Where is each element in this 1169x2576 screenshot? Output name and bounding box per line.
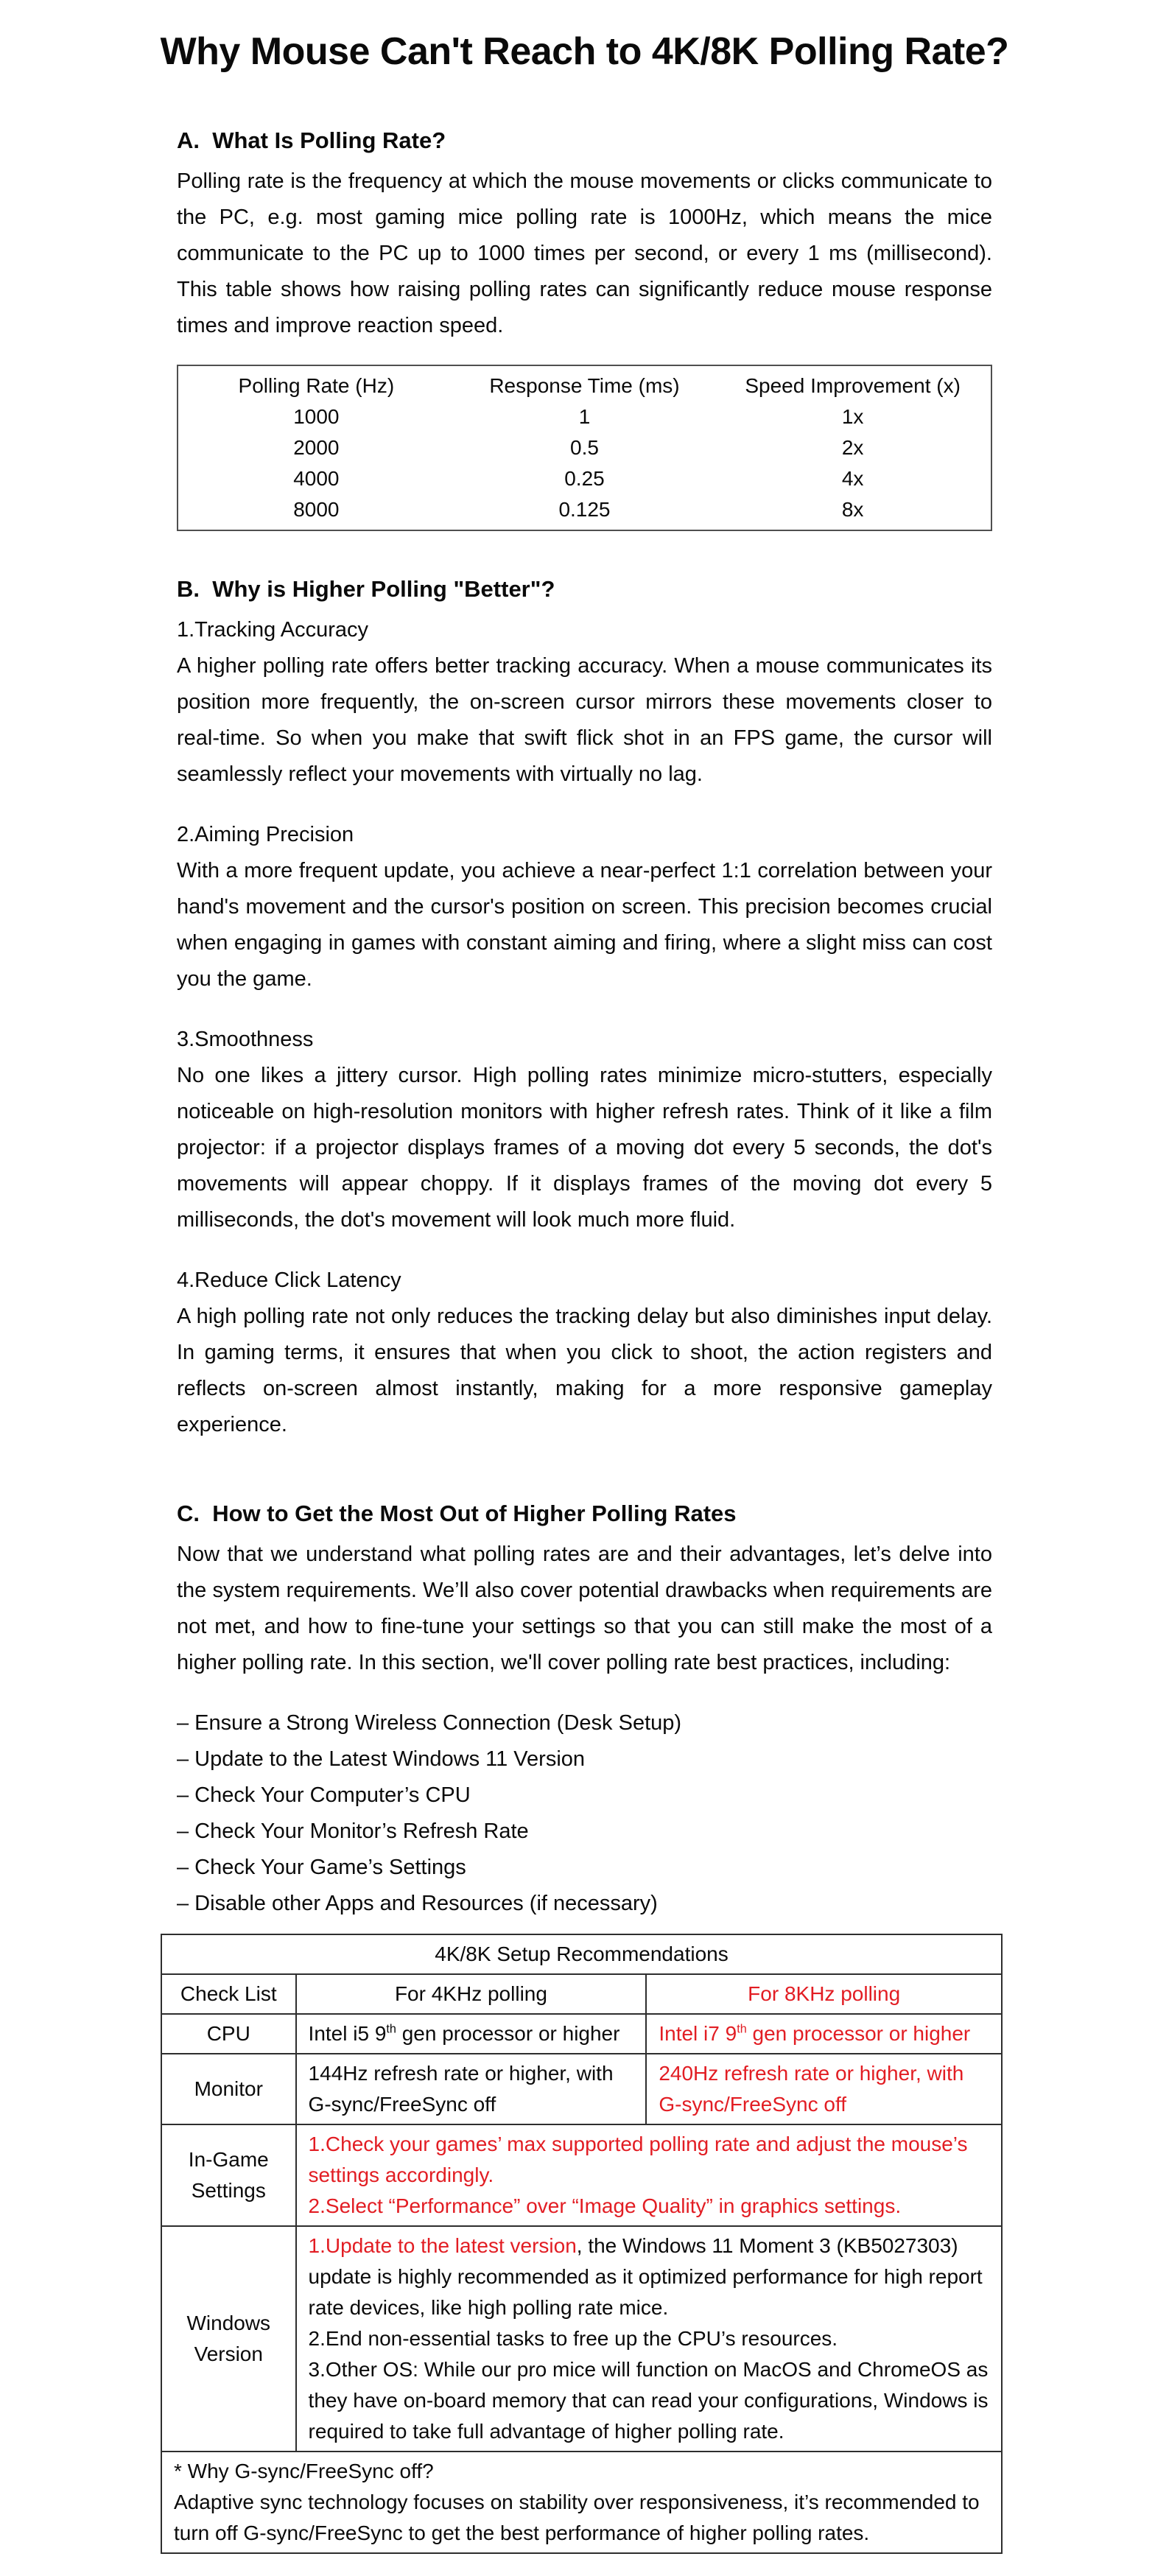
best-practices-list xyxy=(177,1705,992,1922)
setup-table-windows-row xyxy=(161,2226,1002,2452)
list-item: – Check Your Monitor’s Refresh Rate xyxy=(177,1819,529,1843)
subsection-title: 1.Tracking Accuracy xyxy=(177,618,369,642)
ingame-settings-cell xyxy=(296,2124,1002,2226)
superscript: th xyxy=(737,2022,747,2036)
cpu-8khz-text: gen processor or higher xyxy=(746,2022,971,2045)
windows-item: 3.Other OS: While our pro mice will function on MacOS and ChromeOS as they have on-board memory that can read your configurations, Windows is required to take full advantage of higher polling rate. xyxy=(308,2358,989,2443)
cpu-4khz-cell xyxy=(296,2014,647,2054)
polling-table-cell: 1000 xyxy=(293,405,340,428)
polling-table-header-row xyxy=(178,365,991,401)
ingame-item: 1.Check your games’ max supported polling rate and adjust the mouse’s settings accordingly. xyxy=(308,2133,968,2186)
polling-table-header-cell: Response Time (ms) xyxy=(489,374,680,397)
section-c xyxy=(177,1500,992,1922)
cpu-4khz-text: gen processor or higher xyxy=(396,2022,620,2045)
subsection-title: 2.Aiming Precision xyxy=(177,823,354,846)
cpu-4khz-text: Intel i5 9 xyxy=(308,2022,387,2045)
polling-table-cell: 8000 xyxy=(293,498,340,521)
subsection-reduce-click-latency xyxy=(177,1263,992,1443)
polling-table-cell: 2000 xyxy=(293,436,340,459)
footnote-question: * Why G-sync/FreeSync off? xyxy=(174,2460,434,2482)
windows-item-text: , the Windows 11 Moment 3 (KB5027303) update is highly recommended as it optimized performance for high report rate devices, like high polling rate mice. xyxy=(308,2234,983,2319)
setup-table-monitor-row xyxy=(161,2054,1002,2124)
monitor-label: Monitor xyxy=(161,2054,296,2124)
polling-table-cell: 4x xyxy=(841,467,864,490)
ingame-item: 2.Select “Performance” over “Image Quality” in graphics settings. xyxy=(308,2194,902,2217)
windows-item xyxy=(309,2231,989,2323)
setup-table-footnote-row xyxy=(161,2452,1002,2553)
windows-version-cell xyxy=(296,2226,1002,2452)
cpu-8khz-text: Intel i7 9 xyxy=(659,2022,737,2045)
polling-table-row xyxy=(178,494,991,530)
section-a-heading: A. What Is Polling Rate? xyxy=(177,127,446,153)
setup-header-checklist: Check List xyxy=(161,1974,296,2014)
monitor-4khz-line: G-sync/FreeSync off xyxy=(308,2093,496,2116)
footnote-answer: Adaptive sync technology focuses on stability over responsiveness, it’s recommended to turn off G-sync/FreeSync to get the best performance of higher polling rates. xyxy=(174,2491,980,2544)
list-item: – Check Your Game’s Settings xyxy=(177,1856,466,1879)
subsection-body: With a more frequent update, you achieve a near-perfect 1:1 correlation between your hand's movement and the cursor's position on screen. This precision becomes crucial when engaging in games with constant aiming and firing, where a slight miss can cost you the game. xyxy=(177,859,992,991)
section-b xyxy=(177,575,992,1443)
section-c-paragraph: Now that we understand what polling rates are and their advantages, let’s delve into the system requirements. We’ll also cover potential drawbacks when requirements are not met, and how to fine-tune your settings so that you can still make the most of a higher polling rate. In this section, we'll cover polling rate best practices, including: xyxy=(177,1543,992,1674)
subsection-smoothness xyxy=(177,1022,992,1238)
subsection-title: 4.Reduce Click Latency xyxy=(177,1268,401,1292)
polling-table-cell: 0.25 xyxy=(564,467,605,490)
polling-table-cell: 1x xyxy=(841,405,864,428)
polling-rate-table xyxy=(177,365,992,531)
section-c-heading: C. How to Get the Most Out of Higher Polling Rates xyxy=(177,1501,737,1526)
polling-table-cell: 4000 xyxy=(293,467,340,490)
list-item: – Check Your Computer’s CPU xyxy=(177,1783,471,1807)
setup-header-4khz: For 4KHz polling xyxy=(296,1974,647,2014)
subsection-body: A higher polling rate offers better tracking accuracy. When a mouse communicates its position more frequently, the on-screen cursor mirrors these movements closer to real-time. So when you make that swift flick shot in an FPS game, the cursor will seamlessly reflect your movements with virtually no lag. xyxy=(177,654,992,786)
setup-table-cpu-row xyxy=(161,2014,1002,2054)
subsection-body: A high polling rate not only reduces the tracking delay but also diminishes input delay. In gaming terms, it ensures that when you click to shoot, the action registers and reflects on-screen almost instantly, making for a more responsive gameplay experience. xyxy=(177,1305,992,1436)
setup-table-header-row xyxy=(161,1974,1002,2014)
setup-header-8khz: For 8KHz polling xyxy=(646,1974,1002,2014)
monitor-4khz-line: 144Hz refresh rate or higher, with xyxy=(308,2062,614,2085)
polling-table-row xyxy=(178,432,991,463)
section-a-paragraph: Polling rate is the frequency at which the mouse movements or clicks communicate to the PC, e.g. most gaming mice polling rate is 1000Hz, which means the mice communicate to the PC up to 1000 times per second, or every 1 ms (millisecond). This table shows how raising polling rates can significantly reduce mouse response times and improve reaction speed. xyxy=(177,169,992,337)
polling-table-cell: 1 xyxy=(578,405,591,428)
polling-table-header-cell: Speed Improvement (x) xyxy=(745,374,961,397)
polling-table-row xyxy=(178,401,991,432)
polling-table-cell: 0.125 xyxy=(558,498,611,521)
polling-table-header-cell: Polling Rate (Hz) xyxy=(238,374,395,397)
polling-table-cell: 0.5 xyxy=(570,436,599,459)
subsection-body: No one likes a jittery cursor. High polling rates minimize micro-stutters, especially noticeable on high-resolution monitors with higher refresh rates. Think of it like a film projector: if a projector displays frames of a moving dot every 5 seconds, the dot's movements will appear choppy. If it displays frames of the moving dot every 5 milliseconds, the dot's movement will look much more fluid. xyxy=(177,1064,992,1232)
setup-table-ingame-row xyxy=(161,2124,1002,2226)
ingame-label: In-Game Settings xyxy=(161,2124,296,2226)
page-title: Why Mouse Can't Reach to 4K/8K Polling Rate? xyxy=(160,30,1009,73)
monitor-4khz-cell xyxy=(296,2054,647,2124)
polling-table-row xyxy=(178,463,991,494)
subsection-aiming-precision xyxy=(177,817,992,997)
setup-recommendations-table xyxy=(161,1934,1003,2554)
section-a xyxy=(177,127,992,344)
subsection-tracking-accuracy xyxy=(177,612,992,793)
footnote-cell xyxy=(161,2452,1002,2553)
superscript: th xyxy=(386,2022,396,2036)
polling-table-cell: 2x xyxy=(841,436,864,459)
cpu-label: CPU xyxy=(161,2014,296,2054)
list-item: – Update to the Latest Windows 11 Version xyxy=(177,1747,586,1771)
polling-table-cell: 8x xyxy=(841,498,864,521)
subsection-title: 3.Smoothness xyxy=(177,1028,314,1051)
list-item: – Disable other Apps and Resources (if necessary) xyxy=(177,1892,658,1915)
monitor-8khz-line: 240Hz refresh rate or higher, with xyxy=(659,2062,964,2085)
monitor-8khz-line: G-sync/FreeSync off xyxy=(659,2093,847,2116)
setup-table-title: 4K/8K Setup Recommendations xyxy=(161,1934,1002,1974)
cpu-8khz-cell xyxy=(646,2014,1002,2054)
spacer xyxy=(177,1467,992,1500)
windows-item: 2.End non-essential tasks to free up the CPU’s resources. xyxy=(308,2327,838,2350)
setup-table-title-row xyxy=(161,1934,1002,1974)
windows-version-label: Windows Version xyxy=(161,2226,296,2452)
windows-item-highlight: 1.Update to the latest version xyxy=(308,2234,577,2257)
monitor-8khz-cell xyxy=(646,2054,1002,2124)
list-item: – Ensure a Strong Wireless Connection (Desk Setup) xyxy=(177,1711,682,1735)
section-b-heading: B. Why is Higher Polling "Better"? xyxy=(177,576,555,602)
